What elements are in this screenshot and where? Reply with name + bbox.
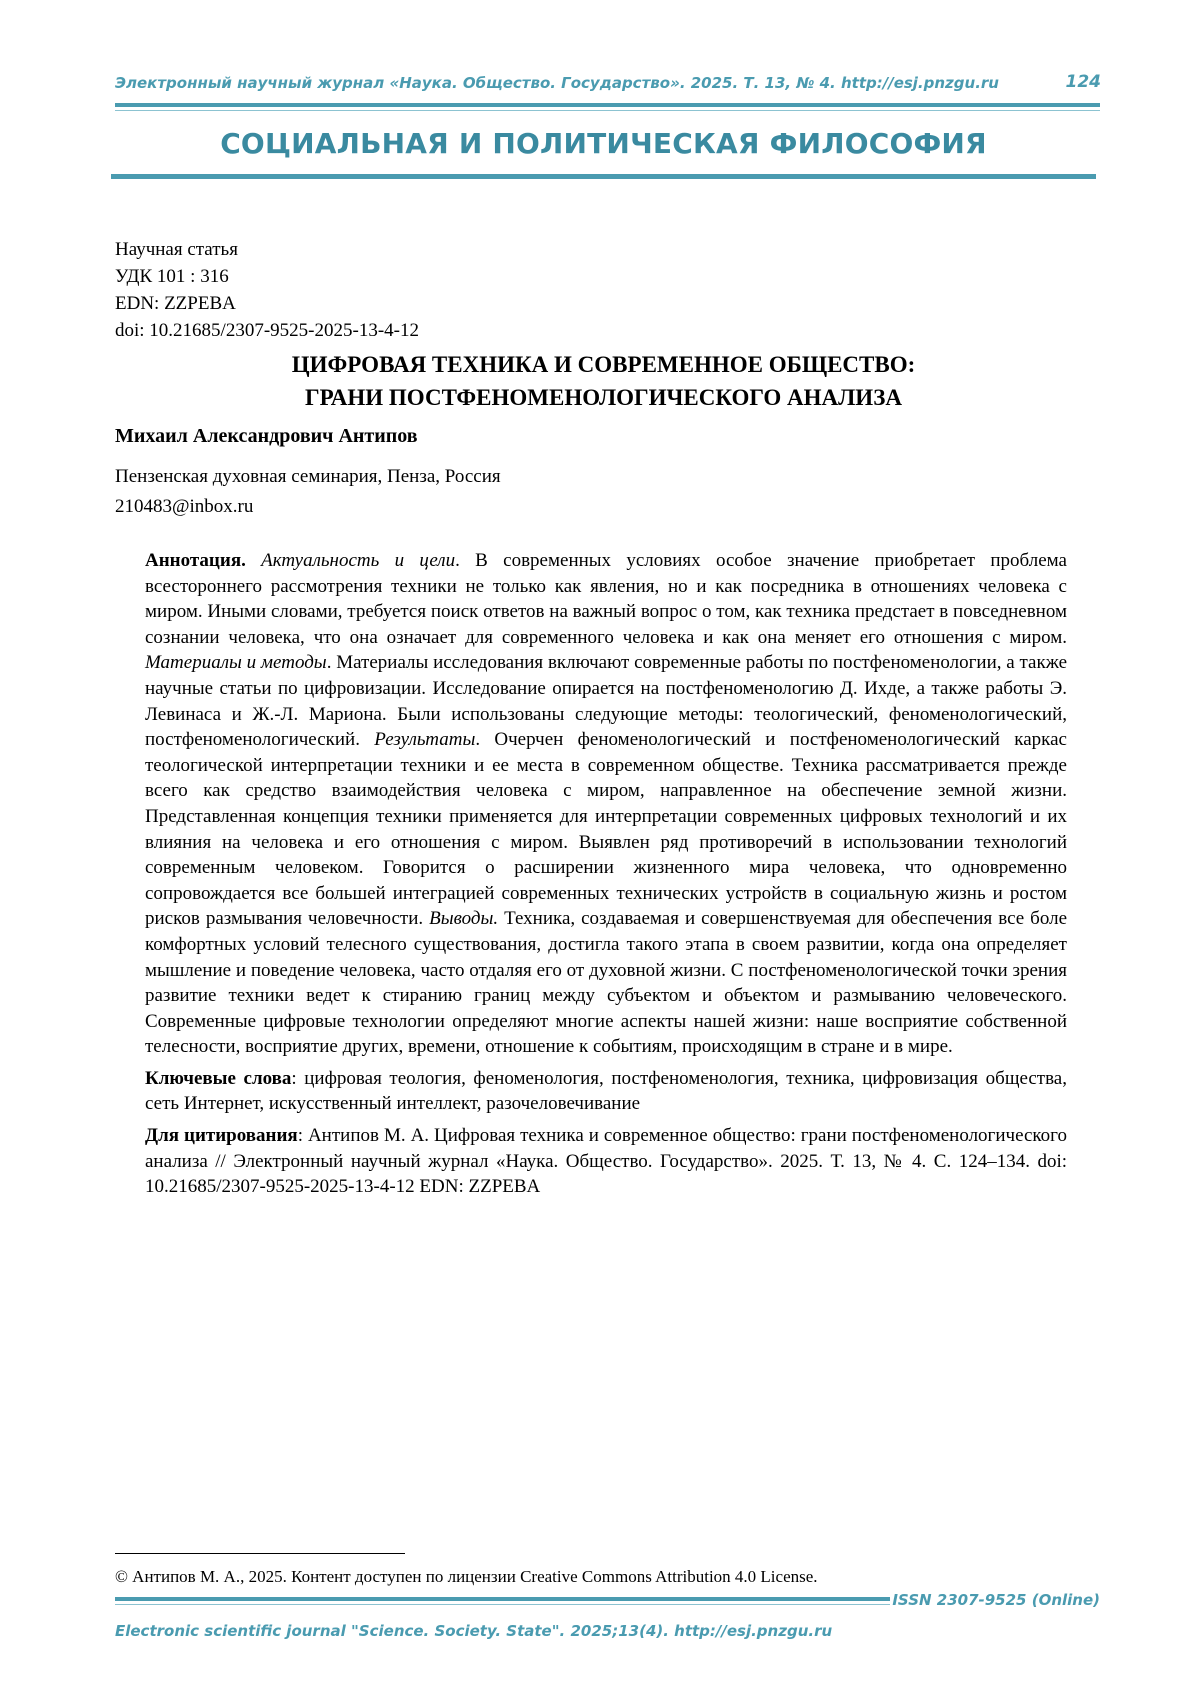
- abstract-label: Аннотация.: [145, 550, 246, 571]
- running-foot: Electronic scientific journal "Science. Society. State". 2025;13(4). http://esj.pnzgu.ru: [115, 1622, 833, 1640]
- abstract-conclusions-text: Техника, создаваемая и совершенствуемая для обеспечения все боле комфортных условий телесного существования, достигла такого этапа в своем развитии, когда она определяет мышление и поведение человека, часто отдаляя его от духовной жизни. С постфеноменологической точки зрения развитие техники ведет к стиранию границ между субъектом и объектом и размыванию человеческого. Современные цифровые технологии определяют многие аспекты нашей жизни: наше восприятие собственной телесности, восприятие других, времени, отношение к событиям, происходящим в стране и в мире.: [145, 908, 1067, 1058]
- running-head: Электронный научный журнал «Наука. Общество. Государство». 2025. Т. 13, № 4. http://esj.pnzgu.ru: [115, 74, 999, 92]
- abstract-methods-text: . Материалы исследования включают современные работы по постфеноменологии, а также научные статьи по цифровизации. Исследование опирается на постфеноменологию Д. Ихде, а также работы Э. Левинаса и Ж.-Л. Мариона. Были использованы следующие методы: теологический, феноменологический, постфеноменологический.: [145, 652, 1068, 751]
- edn-code: EDN: ZZPEBA: [115, 293, 236, 314]
- keywords-text: : цифровая теология, феноменология, постфеноменология, техника, цифровизация общества, сеть Интернет, искусственный интеллект, разочеловечивание: [145, 1067, 1067, 1115]
- author-email: 210483@inbox.ru: [115, 496, 254, 517]
- header-rule: [115, 103, 1100, 107]
- abstract-conclusions-label: Выводы.: [429, 908, 499, 930]
- abstract-block: [145, 548, 1067, 1206]
- footnote-rule: [115, 1553, 405, 1554]
- author-affiliation: Пензенская духовная семинария, Пенза, Россия: [115, 466, 501, 487]
- citation-label: Для цитирования: [145, 1125, 298, 1147]
- abstract-results-label: Результаты: [374, 729, 476, 751]
- section-title: СОЦИАЛЬНАЯ И ПОЛИТИЧЕСКАЯ ФИЛОСОФИЯ: [220, 127, 987, 160]
- article-title-line-2: ГРАНИ ПОСТФЕНОМЕНОЛОГИЧЕСКОГО АНАЛИЗА: [305, 385, 902, 410]
- section-rule: [111, 174, 1096, 179]
- page-number: 124: [1065, 72, 1101, 92]
- issn: ISSN 2307-9525 (Online): [892, 1591, 1100, 1609]
- abstract-results-text: . Очерчен феноменологический и постфеноменологический каркас теологической интерпретации техники и ее места в современном обществе. Техника рассматривается прежде всего как средство взаимодействия человека с миром, направленное на обеспечение земной жизни. Представленная концепция техники применяется для интерпретации современных цифровых технологий и их влияния на человека и его отношения с миром. Выявлен ряд противоречий в использовании технологий современным человеком. Говорится о расширении жизненного мира человека, что одновременно сопровождается все большей интеграцией современных технических устройств в социальную жизнь и ростом рисков размывания человечности.: [145, 729, 1067, 930]
- copyright-footnote: © Антипов М. А., 2025. Контент доступен по лицензии Creative Commons Attribution 4.0 License.: [115, 1567, 818, 1586]
- abstract-goals-label: Актуальность и цели: [261, 550, 456, 571]
- footer-rule: [115, 1597, 890, 1601]
- citation-paragraph: [145, 1123, 1067, 1200]
- keywords-paragraph: [145, 1066, 1067, 1117]
- article-meta: [115, 236, 715, 344]
- udc-code: УДК 101 : 316: [115, 266, 229, 287]
- abstract-methods-label: Материалы и методы: [145, 652, 327, 674]
- abstract-goals-text: . В современных условиях особое значение приобретает проблема всестороннего рассмотрения техники не только как явления, но и как посредника в отношениях человека с миром. Иными словами, требуется поиск ответов на важный вопрос о том, как техника предстает в повседневном сознании человека, что она означает для современного человека и как она меняет его отношения с миром.: [145, 550, 1067, 648]
- article-title: [111, 348, 1096, 414]
- keywords-label: Ключевые слова: [145, 1067, 292, 1089]
- citation-text: : Антипов М. А. Цифровая техника и современное общество: грани постфеноменологического анализа // Электронный научный журнал «Наука. Общество. Государство». 2025. Т. 13, № 4. С. 124–134. doi: 10.21685/2307-9525-2025-13-4-12 EDN: ZZPEBA: [145, 1125, 1067, 1198]
- author-name: Михаил Александрович Антипов: [115, 425, 418, 447]
- article-type: Научная статья: [115, 239, 238, 260]
- doi: doi: 10.21685/2307-9525-2025-13-4-12: [115, 320, 419, 341]
- article-title-line-1: ЦИФРОВАЯ ТЕХНИКА И СОВРЕМЕННОЕ ОБЩЕСТВО:: [291, 352, 916, 377]
- footer-rule-thin: [115, 1604, 890, 1605]
- header-rule-thin: [115, 110, 1100, 111]
- abstract-paragraph: [145, 548, 1067, 1060]
